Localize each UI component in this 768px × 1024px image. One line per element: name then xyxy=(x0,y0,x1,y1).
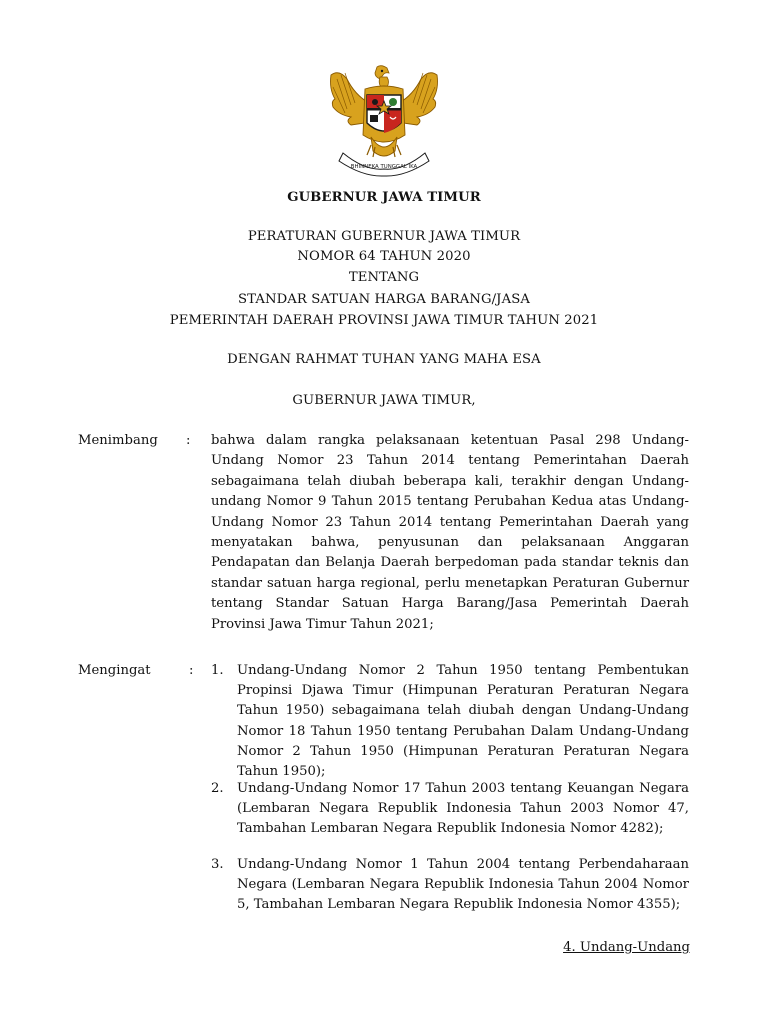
blessing-line: DENGAN RAHMAT TUHAN YANG MAHA ESA xyxy=(227,352,541,367)
recalling-item xyxy=(211,661,689,782)
regulation-number: NOMOR 64 TAHUN 2020 xyxy=(297,249,471,264)
recalling-item xyxy=(211,779,689,840)
emblem-motto: BHINNEKA TUNGGAL IKA xyxy=(350,164,418,170)
recalling-item-number: 2. xyxy=(211,781,224,796)
recalling-label: Mengingat xyxy=(78,663,151,678)
considering-label: Menimbang xyxy=(78,433,158,448)
regulation-title: PERATURAN GUBERNUR JAWA TIMUR xyxy=(247,229,521,244)
recalling-item-text: Undang-Undang Nomor 17 Tahun 2003 tentang Keuangan Negara (Lembaran Negara Republik Indonesia Tahun 2003 Nomor 47, Tambahan Lembaran Negara Republik Indonesia Nomor 4282); xyxy=(237,781,689,837)
recalling-item xyxy=(211,855,689,916)
considering-colon: : xyxy=(186,433,191,448)
subject-line-1: STANDAR SATUAN HARGA BARANG/JASA xyxy=(238,292,530,307)
recalling-item-text: Undang-Undang Nomor 2 Tahun 1950 tentang Pembentukan Propinsi Djawa Timur (Himpunan Peraturan Peraturan Negara Tahun 1950) sebagaimana telah diubah dengan Undang-Undang Nomor 18 Tahun 1950 tentang Perubahan Dalam Undang-Undang Nomor 2 Tahun 1950 (Himpunan Peraturan Peraturan Negara Tahun 1950); xyxy=(237,663,689,780)
garuda-emblem-icon xyxy=(325,65,443,177)
considering-text: bahwa dalam rangka pelaksanaan ketentuan Pasal 298 Undang-Undang Nomor 23 Tahun 2014 tentang Pemerintahan Daerah sebagaimana telah diubah beberapa kali, terakhir dengan Undang-undang Nomor 9 Tahun 2015 tentang Perubahan Kedua atas Undang-Undang Nomor 23 Tahun 2014 tentang Pemerintahan Daerah yang menyatakan bahwa, penyusunan dan pelaksanaan Anggaran Pendapatan dan Belanja Daerah berpedoman pada standar teknis dan standar satuan harga regional, perlu menetapkan Peraturan Gubernur tentang Standar Satuan Harga Barang/Jasa Pemerintah Daerah Provinsi Jawa Timur Tahun 2021; xyxy=(211,433,689,632)
authority-signoff: GUBERNUR JAWA TIMUR, xyxy=(292,393,476,408)
subject-line-2: PEMERINTAH DAERAH PROVINSI JAWA TIMUR TAHUN 2021 xyxy=(169,313,599,328)
recalling-colon: : xyxy=(189,663,194,678)
recalling-item-text: Undang-Undang Nomor 1 Tahun 2004 tentang Perbendaharaan Negara (Lembaran Negara Republik Indonesia Tahun 2004 Nomor 5, Tambahan Lembaran Negara Republik Indonesia Nomor 4355); xyxy=(237,857,689,913)
about-label: TENTANG xyxy=(348,270,420,285)
continuation-catchword: 4. Undang-Undang xyxy=(563,940,690,955)
recalling-item-number: 1. xyxy=(211,663,224,678)
authority-heading: GUBERNUR JAWA TIMUR xyxy=(287,190,481,205)
recalling-item-number: 3. xyxy=(211,857,224,872)
